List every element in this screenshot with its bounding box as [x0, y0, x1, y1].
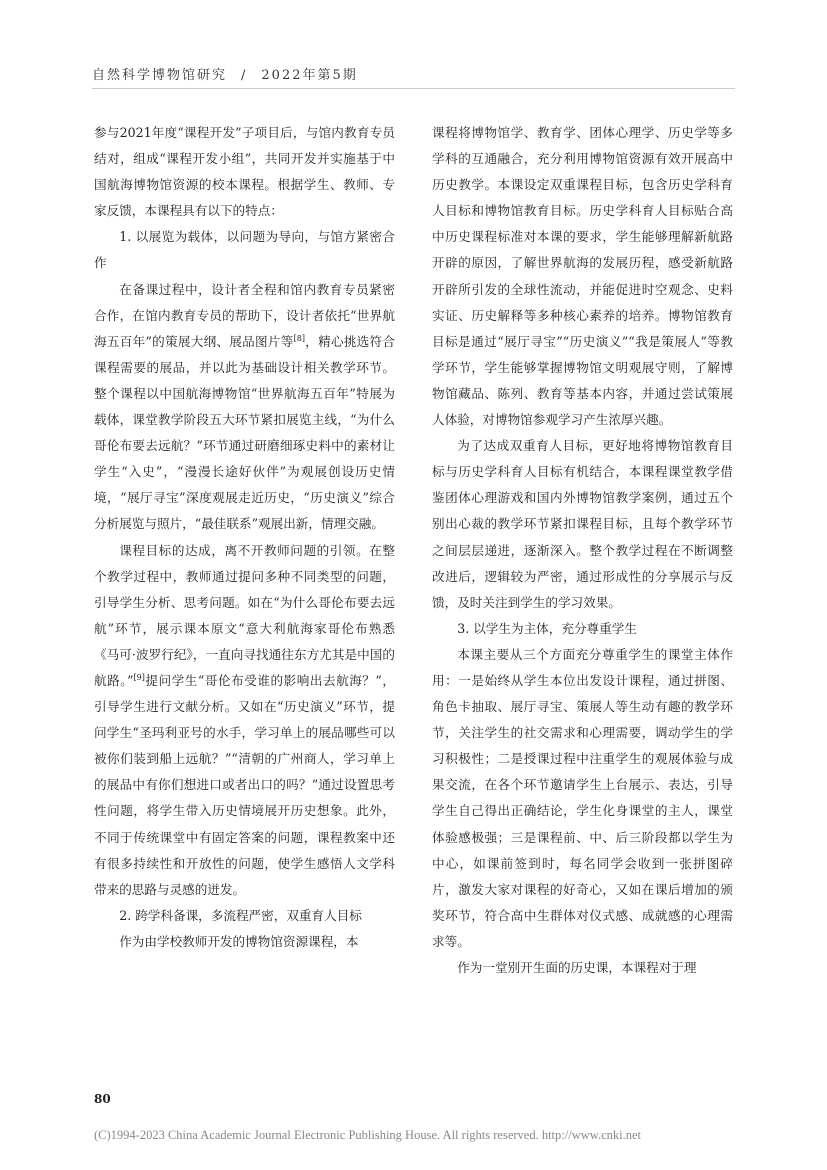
paragraph: 课程将博物馆学、教育学、团体心理学、历史学等多学科的互通融合，充分利用博物馆资源有效开展高中历史教学。本课设定双重课程目标，包含历史学科育人目标和博物馆教育目标。历史学科育人目标贴合高中历史课程标准对本课的要求，学生能够理解新航路开辟的原因，了解世界航海的发展历程，感受新航路开辟所引发的全球性流动，并能促进时空观念、史料实证、历史解释等多种核心素养的培养。博物馆教育目标是通过“展厅寻宝”“历史演义”“我是策展人”等教学环节，学生能够掌握博物馆文明观展守则，了解博物馆藏品、陈列、教育等基本内容，并通过尝试策展人体验，对博物馆参观学习产生浓厚兴趣。 [432, 125, 733, 428]
section-heading: 1. 以展览为载体，以问题为导向，与馆方紧密合作 [94, 229, 395, 271]
left-column [94, 120, 395, 955]
paragraph [94, 538, 395, 903]
paragraph: 为了达成双重育人目标，更好地将博物馆教育目标与历史学科育人目标有机结合，本课程课堂教学借鉴团体心理游戏和国内外博物馆教学案例，通过五个别出心裁的教学环节紧扣课程目标，且每个教学环节之间层层递进，逐渐深入。整个教学过程在不断调整改进后，逻辑较为严密，通过形成性的分享展示与反馈，及时关注到学生的学习效果。 [432, 438, 733, 610]
running-header [92, 64, 358, 83]
header-separator: / [241, 68, 248, 83]
paragraph: 本课主要从三个方面充分尊重学生的课堂主体作用：一是始终从学生本位出发设计课程，通过拼图、角色卡抽取、展厅寻宝、策展人等生动有趣的教学环节，关注学生的社交需求和心理需要，调动学生的学习积极性；二是授课过程中注重学生的观展体验与成果交流，在各个环节邀请学生上台展示、表达，引导学生自己得出正确结论，学生化身课堂的主人，课堂体验感极强；三是课程前、中、后三阶段都以学生为中心，如课前签到时，每名同学会收到一张拼图碎片，激发大家对课程的好奇心，又如在课后增加的颁奖环节，符合高中生群体对仪式感、成就感的心理需求等。 [432, 646, 733, 949]
paragraph: 作为一堂别开生面的历史课，本课程对于理 [457, 960, 697, 975]
section-heading: 3. 以学生为主体，充分尊重学生 [457, 620, 637, 636]
text-run: 课程目标的达成，离不开教师问题的引领。在整个教学过程中，教师通过提问多种不同类型的问题，引导学生分析、思考问题。如在“为什么哥伦布要去远航”环节，展示课本原文“意大利航海家哥伦布熟悉《马可·波罗行纪》，一直向寻找通往东方尤其是中国的航路。” [94, 542, 395, 688]
journal-name: 自然科学博物馆研究 [92, 68, 228, 83]
paragraph: 参与2021年度“课程开发”子项目后，与馆内教育专员结对，组成“课程开发小组”，共同开发并实施基于中国航海博物馆资源的校本课程。根据学生、教师、专家反馈，本课程具有以下的特点： [94, 125, 395, 219]
header-rule [92, 88, 735, 89]
paragraph: 作为由学校教师开发的博物馆资源课程，本 [119, 933, 359, 949]
citation[interactable]: [9] [133, 672, 145, 682]
section-heading: 2. 跨学科备课，多流程严密，双重育人目标 [119, 907, 362, 923]
page-number: 80 [94, 1092, 111, 1106]
text-run: 在备课过程中，设计者全程和馆内教育专员紧密合作，在馆内教育专员的帮助下，设计者依托“世界航海五百年”的策展大纲、展品图片等 [94, 281, 395, 349]
right-column [432, 120, 733, 981]
citation[interactable]: [8] [293, 333, 305, 343]
issue-label: 2022年第5期 [261, 68, 358, 83]
text-run: ，精心挑选符合课程需要的展品，并以此为基础设计相关教学环节。整个课程以中国航海博物馆“世界航海五百年”特展为载体，课堂教学阶段五大环节紧扣展览主线，“为什么哥伦布要去远航？”环节通过研磨细琢史料中的素材让学生“入史”，“漫漫长途好伙伴”为观展创设历史情境，“展厅寻宝”深度观展走近历史，“历史演义”综合分析展览与照片，“最佳联系”观展出新，情理交融。 [94, 333, 395, 532]
text-run: 提问学生“哥伦布受谁的影响出去航海？”，引导学生进行文献分析。又如在“历史演义”环节，提问学生“圣玛利亚号的水手，学习单上的展品哪些可以被你们装到船上远航？”“清朝的广州商人，学习单上的展品中有你们想进口或者出口的吗？”通过设置思考性问题，将学生带入历史情境展开历史想象。此外，不同于传统课堂中有固定答案的问题，课程教案中还有很多持续性和开放性的问题，使学生感悟人文学科带来的思路与灵感的迸发。 [94, 672, 395, 897]
paragraph [94, 277, 395, 538]
copyright-footer: (C)1994-2023 China Academic Journal Electronic Publishing House. All rights reserved. http://www.cnki.net [94, 1128, 642, 1142]
